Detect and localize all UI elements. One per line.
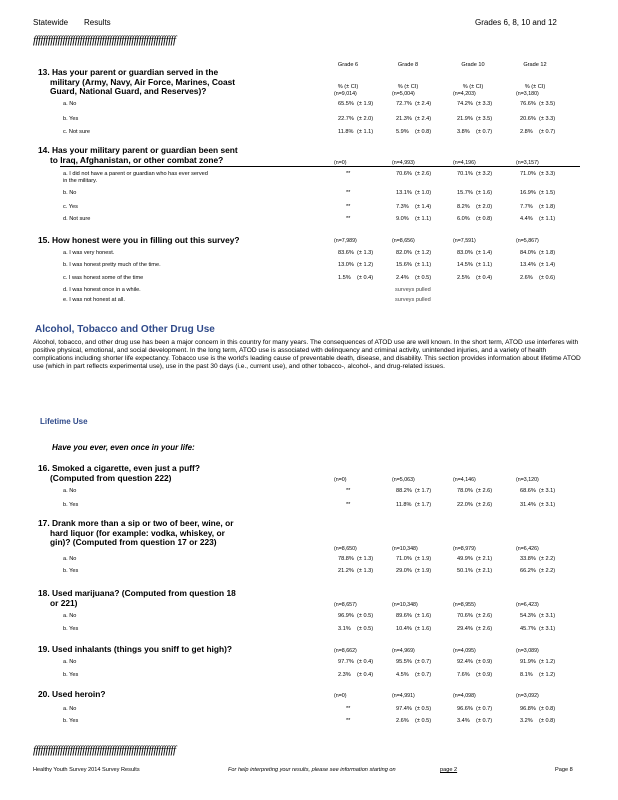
q20-option-1-ci-col-2: (± 0.7) — [476, 718, 493, 724]
q15-option-0-value-col-1: 82.0% — [396, 250, 412, 256]
question-20-title — [38, 690, 105, 700]
q13-option-0-value-col-0: 65.5% — [338, 101, 354, 107]
q19-option-0-ci-col-3: (± 1.2) — [539, 659, 556, 665]
q15-option-1-value-col-2: 14.5% — [457, 262, 473, 268]
q19-option-1-ci-col-2: (± 0.9) — [476, 672, 493, 678]
q16-option-0-value-col-3: 68.6% — [520, 488, 536, 494]
q13-option-0-ci-col-1: (± 2.4) — [415, 101, 432, 107]
q14-option-1-value-col-3: 16.9% — [520, 190, 536, 196]
q20-n-col-2: (n=4,098) — [453, 693, 476, 699]
q19-option-1-value-col-2: 7.6% — [457, 672, 470, 678]
q17-option-0-ci-col-1: (± 1.9) — [415, 556, 432, 562]
q20-option-1-label-line-1: b. Yes — [63, 718, 79, 724]
q14-n-col-3: (n=3,157) — [516, 160, 539, 166]
q15-option-2-ci-col-2: (± 0.4) — [476, 275, 493, 281]
q19-option-1-label — [63, 672, 78, 679]
q16-option-1-value-col-1: 11.8% — [396, 502, 412, 508]
q20-option-0-ci-col-3: (± 0.8) — [539, 706, 556, 712]
q13-option-1-ci-col-0: (± 2.0) — [357, 116, 374, 122]
question-19-title — [38, 645, 232, 655]
q20-option-1-ci-col-1: (± 0.5) — [415, 718, 432, 724]
q20-n-col-0: (n=0) — [334, 693, 347, 699]
question-18-title — [38, 589, 236, 608]
footer-page-number: Page 8 — [555, 767, 573, 773]
q13-n-col-1: (n=5,004) — [392, 91, 415, 97]
q18-option-1-label — [63, 626, 78, 633]
q17-title-line-2: hard liquor (for example: vodka, whiskey, or — [50, 527, 225, 538]
q13-option-2-ci-col-3: (± 0.7) — [539, 129, 556, 135]
q13-option-1-value-col-2: 21.9% — [457, 116, 473, 122]
q18-option-1-value-col-2: 29.4% — [457, 626, 473, 632]
q14-option-3-value-col-2: 6.0% — [457, 216, 470, 222]
question-17-title — [38, 519, 233, 548]
q16-option-0-label-line-1: a. No — [63, 488, 77, 494]
q19-n-col-3: (n=3,089) — [516, 648, 539, 654]
q15-option-3-pulled-note: surveys pulled — [395, 287, 431, 293]
question-16-title — [38, 464, 200, 483]
q19-option-0-value-col-0: 97.7% — [338, 659, 354, 665]
q15-option-0-label — [63, 250, 114, 257]
q16-option-0-ci-col-2: (± 2.6) — [476, 488, 493, 494]
q20-n-col-1: (n=4,991) — [392, 693, 415, 699]
q14-option-0-value-col-2: 70.1% — [457, 171, 473, 177]
q15-n-col-0: (n=7,989) — [334, 238, 357, 244]
q14-option-0-ci-col-1: (± 2.6) — [415, 171, 432, 177]
q15-option-1-label — [63, 262, 161, 269]
q18-option-0-value-col-3: 54.3% — [520, 613, 536, 619]
q15-option-0-label-line-1: a. I was very honest. — [63, 250, 115, 256]
q18-option-1-ci-col-0: (± 0.5) — [357, 626, 374, 632]
q13-option-2-ci-col-0: (± 1.1) — [357, 129, 374, 135]
q13-option-2-value-col-1: 5.9% — [396, 129, 409, 135]
q18-n-col-3: (n=6,423) — [516, 602, 539, 608]
col-stat-12: % (± CI) — [524, 84, 546, 90]
q20-option-1-value-col-1: 2.6% — [396, 718, 409, 724]
footer-middle: For help interpreting your results, please see information starting on — [228, 767, 396, 773]
q16-option-0-value-col-2: 78.0% — [457, 488, 473, 494]
q20-title-line-1: 20. Used heroin? — [38, 689, 106, 699]
q19-option-0-label-line-1: a. No — [63, 659, 77, 665]
q18-title-line-1: 18. Used marijuana? (Computed from question 18 — [38, 588, 236, 598]
q16-option-1-ci-col-1: (± 1.7) — [415, 502, 432, 508]
footer-left: Healthy Youth Survey 2014 Survey Results — [33, 767, 140, 773]
q13-option-1-ci-col-3: (± 3.3) — [539, 116, 556, 122]
q16-title-line-2: (Computed from question 222) — [50, 472, 172, 483]
q15-option-1-value-col-1: 15.6% — [396, 262, 412, 268]
col-grade-6: Grade 6 — [337, 62, 359, 68]
q20-option-1-ci-col-3: (± 0.8) — [539, 718, 556, 724]
q14-option-3-value-col-1: 9.0% — [396, 216, 409, 222]
q15-n-col-1: (n=8,656) — [392, 238, 415, 244]
q19-option-0-value-col-2: 92.4% — [457, 659, 473, 665]
q20-option-0-label-line-1: a. No — [63, 706, 77, 712]
q14-option-0-label-line-2: in the military. — [63, 178, 98, 184]
q14-n-col-2: (n=4,196) — [453, 160, 476, 166]
q13-option-0-value-col-1: 72.7% — [396, 101, 412, 107]
q15-n-col-3: (n=5,867) — [516, 238, 539, 244]
q15-option-4-label-line-1: e. I was not honest at all. — [63, 297, 125, 303]
q13-option-1-ci-col-1: (± 2.4) — [415, 116, 432, 122]
subsection-title: Lifetime Use — [40, 417, 88, 426]
q16-option-0-label — [63, 488, 76, 495]
q15-option-2-label-line-1: c. I was honest some of the time — [63, 275, 144, 281]
header-left-a: Statewide — [33, 18, 69, 27]
q17-option-1-ci-col-1: (± 1.9) — [415, 568, 432, 574]
q14-title-line-2: to Iraq, Afghanistan, or other combat zone? — [50, 154, 224, 165]
q17-option-0-ci-col-0: (± 1.3) — [357, 556, 374, 562]
q14-option-0-value-col-3: 71.0% — [520, 171, 536, 177]
q18-option-0-value-col-2: 70.6% — [457, 613, 473, 619]
q18-n-col-2: (n=8,955) — [453, 602, 476, 608]
q14-option-3-label-line-1: d. Not sure — [63, 216, 91, 222]
q14-option-3-ci-col-1: (± 1.1) — [415, 216, 432, 222]
q13-option-0-value-col-3: 76.6% — [520, 101, 536, 107]
q16-title-line-1: 16. Smoked a cigarette, even just a puff? — [38, 463, 200, 473]
q18-option-0-label-line-1: a. No — [63, 613, 77, 619]
q20-option-1-value-col-3: 3.2% — [520, 718, 533, 724]
q19-n-col-1: (n=4,969) — [392, 648, 415, 654]
q15-option-1-value-col-3: 13.4% — [520, 262, 536, 268]
col-stat-10: % (± CI) — [462, 84, 484, 90]
q15-option-2-label — [63, 275, 143, 282]
q19-title-line-1: 19. Used inhalants (things you sniff to get high)? — [38, 644, 233, 654]
q14-n-col-0: (n=0) — [334, 160, 347, 166]
q20-option-0-value-col-2: 96.6% — [457, 706, 473, 712]
col-stat-6: % (± CI) — [337, 84, 359, 90]
q17-option-0-label-line-1: a. No — [63, 556, 77, 562]
q13-option-2-ci-col-2: (± 0.7) — [476, 129, 493, 135]
q18-option-1-value-col-3: 45.7% — [520, 626, 536, 632]
q18-option-0-ci-col-3: (± 3.1) — [539, 613, 556, 619]
q17-option-0-ci-col-3: (± 2.2) — [539, 556, 556, 562]
q17-option-0-label — [63, 556, 76, 563]
question-14-title — [38, 146, 238, 165]
q18-option-1-ci-col-2: (± 2.6) — [476, 626, 493, 632]
q15-option-4-pulled-note: surveys pulled — [395, 297, 431, 303]
q15-option-1-label-line-1: b. I was honest pretty much of the time. — [63, 262, 161, 268]
q13-option-2-ci-col-1: (± 0.8) — [415, 129, 432, 135]
q14-option-1-label-line-1: b. No — [63, 190, 77, 196]
q13-option-0-value-col-2: 74.2% — [457, 101, 473, 107]
q16-option-0-value-col-0: ** — [346, 488, 351, 494]
q15-option-1-ci-col-2: (± 1.1) — [476, 262, 493, 268]
q13-option-0-label-line-1: a. No — [63, 101, 77, 107]
q14-option-3-label — [63, 216, 90, 223]
q13-n-col-3: (n=3,180) — [516, 91, 539, 97]
header-right: Grades 6, 8, 10 and 12 — [475, 18, 557, 27]
q19-option-0-ci-col-2: (± 0.9) — [476, 659, 493, 665]
q14-option-1-value-col-2: 15.7% — [457, 190, 473, 196]
q13-title-line-1: 13. Has your parent or guardian served in the — [38, 67, 219, 77]
q14-option-3-value-col-0: ** — [346, 216, 351, 222]
q15-option-2-ci-col-1: (± 0.5) — [415, 275, 432, 281]
q13-option-0-ci-col-2: (± 3.3) — [476, 101, 493, 107]
q19-option-0-ci-col-1: (± 0.7) — [415, 659, 432, 665]
q19-option-1-value-col-3: 8.1% — [520, 672, 533, 678]
top-decorative-rule: ffffffffffffffffffffffffffffffffffffffffffffffffffffffffff — [33, 34, 176, 46]
q18-option-0-ci-col-0: (± 0.5) — [357, 613, 374, 619]
q15-option-1-ci-col-0: (± 1.2) — [357, 262, 374, 268]
q16-option-0-value-col-1: 88.2% — [396, 488, 412, 494]
q19-option-0-label — [63, 659, 76, 666]
q17-option-1-value-col-2: 50.1% — [457, 568, 473, 574]
q19-option-1-ci-col-1: (± 0.7) — [415, 672, 432, 678]
q13-option-0-ci-col-0: (± 1.9) — [357, 101, 374, 107]
lifetime-prompt: Have you ever, even once in your life: — [52, 443, 195, 452]
q16-option-1-ci-col-2: (± 2.6) — [476, 502, 493, 508]
q18-option-1-value-col-1: 10.4% — [396, 626, 412, 632]
q14-option-2-value-col-3: 7.7% — [520, 204, 533, 210]
q18-option-1-label-line-1: b. Yes — [63, 626, 79, 632]
q15-option-0-ci-col-1: (± 1.2) — [415, 250, 432, 256]
q15-option-0-ci-col-3: (± 1.8) — [539, 250, 556, 256]
q19-n-col-2: (n=4,095) — [453, 648, 476, 654]
q18-option-1-value-col-0: 3.1% — [338, 626, 351, 632]
q17-option-0-ci-col-2: (± 2.1) — [476, 556, 493, 562]
q18-n-col-0: (n=8,657) — [334, 602, 357, 608]
col-stat-8: % (± CI) — [397, 84, 419, 90]
q14-option-3-ci-col-2: (± 0.8) — [476, 216, 493, 222]
q13-option-2-label-line-1: c. Not sure — [63, 129, 91, 135]
q13-option-2-value-col-0: 11.8% — [338, 129, 354, 135]
q17-option-0-value-col-0: 78.8% — [338, 556, 354, 562]
q14-option-2-ci-col-3: (± 1.8) — [539, 204, 556, 210]
q20-option-0-label — [63, 706, 76, 713]
q16-option-1-label-line-1: b. Yes — [63, 502, 79, 508]
q14-option-1-ci-col-2: (± 1.6) — [476, 190, 493, 196]
header-left-b: Results — [84, 18, 111, 27]
col-grade-10: Grade 10 — [461, 62, 485, 68]
q13-option-2-value-col-2: 3.8% — [457, 129, 470, 135]
q13-option-0-ci-col-3: (± 3.5) — [539, 101, 556, 107]
section-paragraph: Alcohol, tobacco, and other drug use has been a major concern in this country for many years. The consequences of ATOD use are well known. In the short term, ATOD use interferes with positive physical, emotional, and social development. In the long term, ATOD use is associated with delinquency and criminal activity, unintended injuries, and a variety of health complications including shorter life expectancy. Tobacco use is the world's leading cause of preventable death, disease, and disability. This section provides information about lifetime ATOD use (which in part reflects experimental use), use in the past 30 days (i.e., current use), and other tobacco-, alcohol-, and drug-related issues. — [33, 339, 581, 370]
q15-option-4-label — [63, 297, 125, 304]
q16-option-1-value-col-0: ** — [346, 502, 351, 508]
q14-option-1-ci-col-3: (± 1.5) — [539, 190, 556, 196]
q18-option-0-label — [63, 613, 76, 620]
q19-option-1-value-col-0: 2.3% — [338, 672, 351, 678]
q20-option-1-value-col-2: 3.4% — [457, 718, 470, 724]
q18-option-1-ci-col-3: (± 3.1) — [539, 626, 556, 632]
q13-option-1-label — [63, 116, 78, 123]
q19-option-1-ci-col-0: (± 0.4) — [357, 672, 374, 678]
q19-option-0-ci-col-0: (± 0.4) — [357, 659, 374, 665]
q13-n-col-2: (n=4,203) — [453, 91, 476, 97]
q16-option-1-value-col-2: 22.0% — [457, 502, 473, 508]
q17-option-0-value-col-3: 33.8% — [520, 556, 536, 562]
q19-option-0-value-col-1: 95.5% — [396, 659, 412, 665]
q20-option-0-value-col-0: ** — [346, 706, 351, 712]
q15-option-2-ci-col-0: (± 0.4) — [357, 275, 374, 281]
q20-option-1-label — [63, 718, 78, 725]
q13-option-2-value-col-3: 2.8% — [520, 129, 533, 135]
q14-option-0-label-line-1: a. I did not have a parent or guardian who has ever served — [63, 171, 208, 177]
q17-option-0-value-col-1: 71.0% — [396, 556, 412, 562]
q13-title-line-3: Guard, National Guard, and Reserves)? — [50, 86, 207, 97]
q13-option-2-label — [63, 129, 90, 136]
q17-option-1-value-col-3: 66.2% — [520, 568, 536, 574]
q15-option-1-ci-col-3: (± 1.4) — [539, 262, 556, 268]
q18-n-col-1: (n=10,348) — [392, 602, 418, 608]
q20-option-0-ci-col-2: (± 0.7) — [476, 706, 493, 712]
q16-option-1-ci-col-3: (± 3.1) — [539, 502, 556, 508]
q13-option-1-value-col-3: 20.6% — [520, 116, 536, 122]
q17-title-line-3: gin)? (Computed from question 17 or 223) — [50, 537, 217, 548]
q18-option-0-ci-col-2: (± 2.6) — [476, 613, 493, 619]
q14-n-col-1: (n=4,993) — [392, 160, 415, 166]
q14-option-2-value-col-2: 8.2% — [457, 204, 470, 210]
q17-option-1-ci-col-2: (± 2.1) — [476, 568, 493, 574]
q17-n-col-0: (n=8,650) — [334, 546, 357, 552]
q15-option-0-ci-col-2: (± 1.4) — [476, 250, 493, 256]
q13-option-0-label — [63, 101, 76, 108]
q14-option-0-ci-col-3: (± 3.3) — [539, 171, 556, 177]
q19-option-1-value-col-1: 4.5% — [396, 672, 409, 678]
q16-n-col-3: (n=3,120) — [516, 477, 539, 483]
q20-option-0-value-col-1: 97.4% — [396, 706, 412, 712]
bottom-decorative-rule: ffffffffffffffffffffffffffffffffffffffffffffffffffffffffff — [33, 744, 176, 756]
q15-n-col-2: (n=7,591) — [453, 238, 476, 244]
q14-option-3-ci-col-3: (± 1.1) — [539, 216, 556, 222]
q15-option-1-ci-col-1: (± 1.1) — [415, 262, 432, 268]
q17-option-1-label — [63, 568, 78, 575]
q16-option-0-ci-col-3: (± 3.1) — [539, 488, 556, 494]
q18-option-1-ci-col-1: (± 1.6) — [415, 626, 432, 632]
q17-n-col-2: (n=8,979) — [453, 546, 476, 552]
q15-option-0-value-col-3: 84.0% — [520, 250, 536, 256]
q14-title-line-1: 14. Has your military parent or guardian been sent — [38, 145, 238, 155]
question-15-title — [38, 236, 240, 246]
q17-n-col-1: (n=10,348) — [392, 546, 418, 552]
q14-rule — [60, 166, 580, 167]
q16-n-col-2: (n=4,146) — [453, 477, 476, 483]
q13-option-1-label-line-1: b. Yes — [63, 116, 79, 122]
q15-option-2-value-col-3: 2.6% — [520, 275, 533, 281]
q17-option-1-label-line-1: b. Yes — [63, 568, 79, 574]
q13-option-1-ci-col-2: (± 3.5) — [476, 116, 493, 122]
q13-title-line-2: military (Army, Navy, Air Force, Marines, Coast — [50, 76, 236, 87]
q15-title-line-1: 15. How honest were you in filling out this survey? — [38, 235, 240, 245]
q16-n-col-0: (n=0) — [334, 477, 347, 483]
q14-option-2-value-col-1: 7.3% — [396, 204, 409, 210]
q20-n-col-3: (n=3,092) — [516, 693, 539, 699]
q19-option-0-value-col-3: 91.9% — [520, 659, 536, 665]
footer-page-link[interactable]: page 2 — [440, 767, 458, 773]
q14-option-0-ci-col-2: (± 3.2) — [476, 171, 493, 177]
q17-option-0-value-col-2: 49.9% — [457, 556, 473, 562]
q17-option-1-ci-col-0: (± 1.3) — [357, 568, 374, 574]
q13-option-1-value-col-0: 22.7% — [338, 116, 354, 122]
q17-option-1-value-col-0: 21.2% — [338, 568, 354, 574]
q15-option-2-value-col-0: 1.5% — [338, 275, 351, 281]
q14-option-0-value-col-1: 70.6% — [396, 171, 412, 177]
q15-option-3-label-line-1: d. I was honest once in a while. — [63, 287, 141, 293]
q17-title-line-1: 17. Drank more than a sip or two of beer, wine, or — [38, 518, 234, 528]
q14-option-2-value-col-0: ** — [346, 204, 351, 210]
q16-n-col-1: (n=5,063) — [392, 477, 415, 483]
col-grade-8: Grade 8 — [397, 62, 419, 68]
question-13-title — [38, 68, 235, 97]
q14-option-1-value-col-0: ** — [346, 190, 351, 196]
q16-option-0-ci-col-1: (± 1.7) — [415, 488, 432, 494]
q14-option-0-value-col-0: ** — [346, 171, 351, 177]
q15-option-2-ci-col-3: (± 0.6) — [539, 275, 556, 281]
q20-option-0-ci-col-1: (± 0.5) — [415, 706, 432, 712]
q20-option-0-value-col-3: 96.8% — [520, 706, 536, 712]
q17-option-1-value-col-1: 29.0% — [396, 568, 412, 574]
q14-option-2-ci-col-2: (± 2.0) — [476, 204, 493, 210]
section-title: Alcohol, Tobacco and Other Drug Use — [35, 324, 215, 335]
q17-n-col-3: (n=6,426) — [516, 546, 539, 552]
q17-option-1-ci-col-3: (± 2.2) — [539, 568, 556, 574]
q15-option-2-value-col-2: 2.5% — [457, 275, 470, 281]
q14-option-3-value-col-3: 4.4% — [520, 216, 533, 222]
q18-option-0-ci-col-1: (± 1.6) — [415, 613, 432, 619]
q15-option-2-value-col-1: 2.4% — [396, 275, 409, 281]
q20-option-1-value-col-0: ** — [346, 718, 351, 724]
q16-option-1-value-col-3: 31.4% — [520, 502, 536, 508]
q13-n-col-0: (n=9,014) — [334, 91, 357, 97]
q14-option-1-ci-col-1: (± 1.0) — [415, 190, 432, 196]
q15-option-3-label — [63, 287, 141, 294]
q19-option-1-label-line-1: b. Yes — [63, 672, 79, 678]
q14-option-1-label — [63, 190, 76, 197]
q16-option-1-label — [63, 502, 78, 509]
q15-option-1-value-col-0: 13.0% — [338, 262, 354, 268]
q19-option-1-ci-col-3: (± 1.2) — [539, 672, 556, 678]
q14-option-0-label — [63, 171, 208, 185]
q19-n-col-0: (n=8,662) — [334, 648, 357, 654]
q15-option-0-value-col-0: 83.6% — [338, 250, 354, 256]
q14-option-2-label-line-1: c. Yes — [63, 204, 78, 210]
q14-option-2-label — [63, 204, 78, 211]
q13-option-1-value-col-1: 21.3% — [396, 116, 412, 122]
q15-option-0-value-col-2: 83.0% — [457, 250, 473, 256]
q15-option-0-ci-col-0: (± 1.3) — [357, 250, 374, 256]
col-grade-12: Grade 12 — [523, 62, 547, 68]
q18-option-0-value-col-1: 89.6% — [396, 613, 412, 619]
q14-option-1-value-col-1: 13.1% — [396, 190, 412, 196]
q18-option-0-value-col-0: 96.9% — [338, 613, 354, 619]
q14-option-2-ci-col-1: (± 1.4) — [415, 204, 432, 210]
q18-title-line-2: or 221) — [50, 597, 78, 608]
